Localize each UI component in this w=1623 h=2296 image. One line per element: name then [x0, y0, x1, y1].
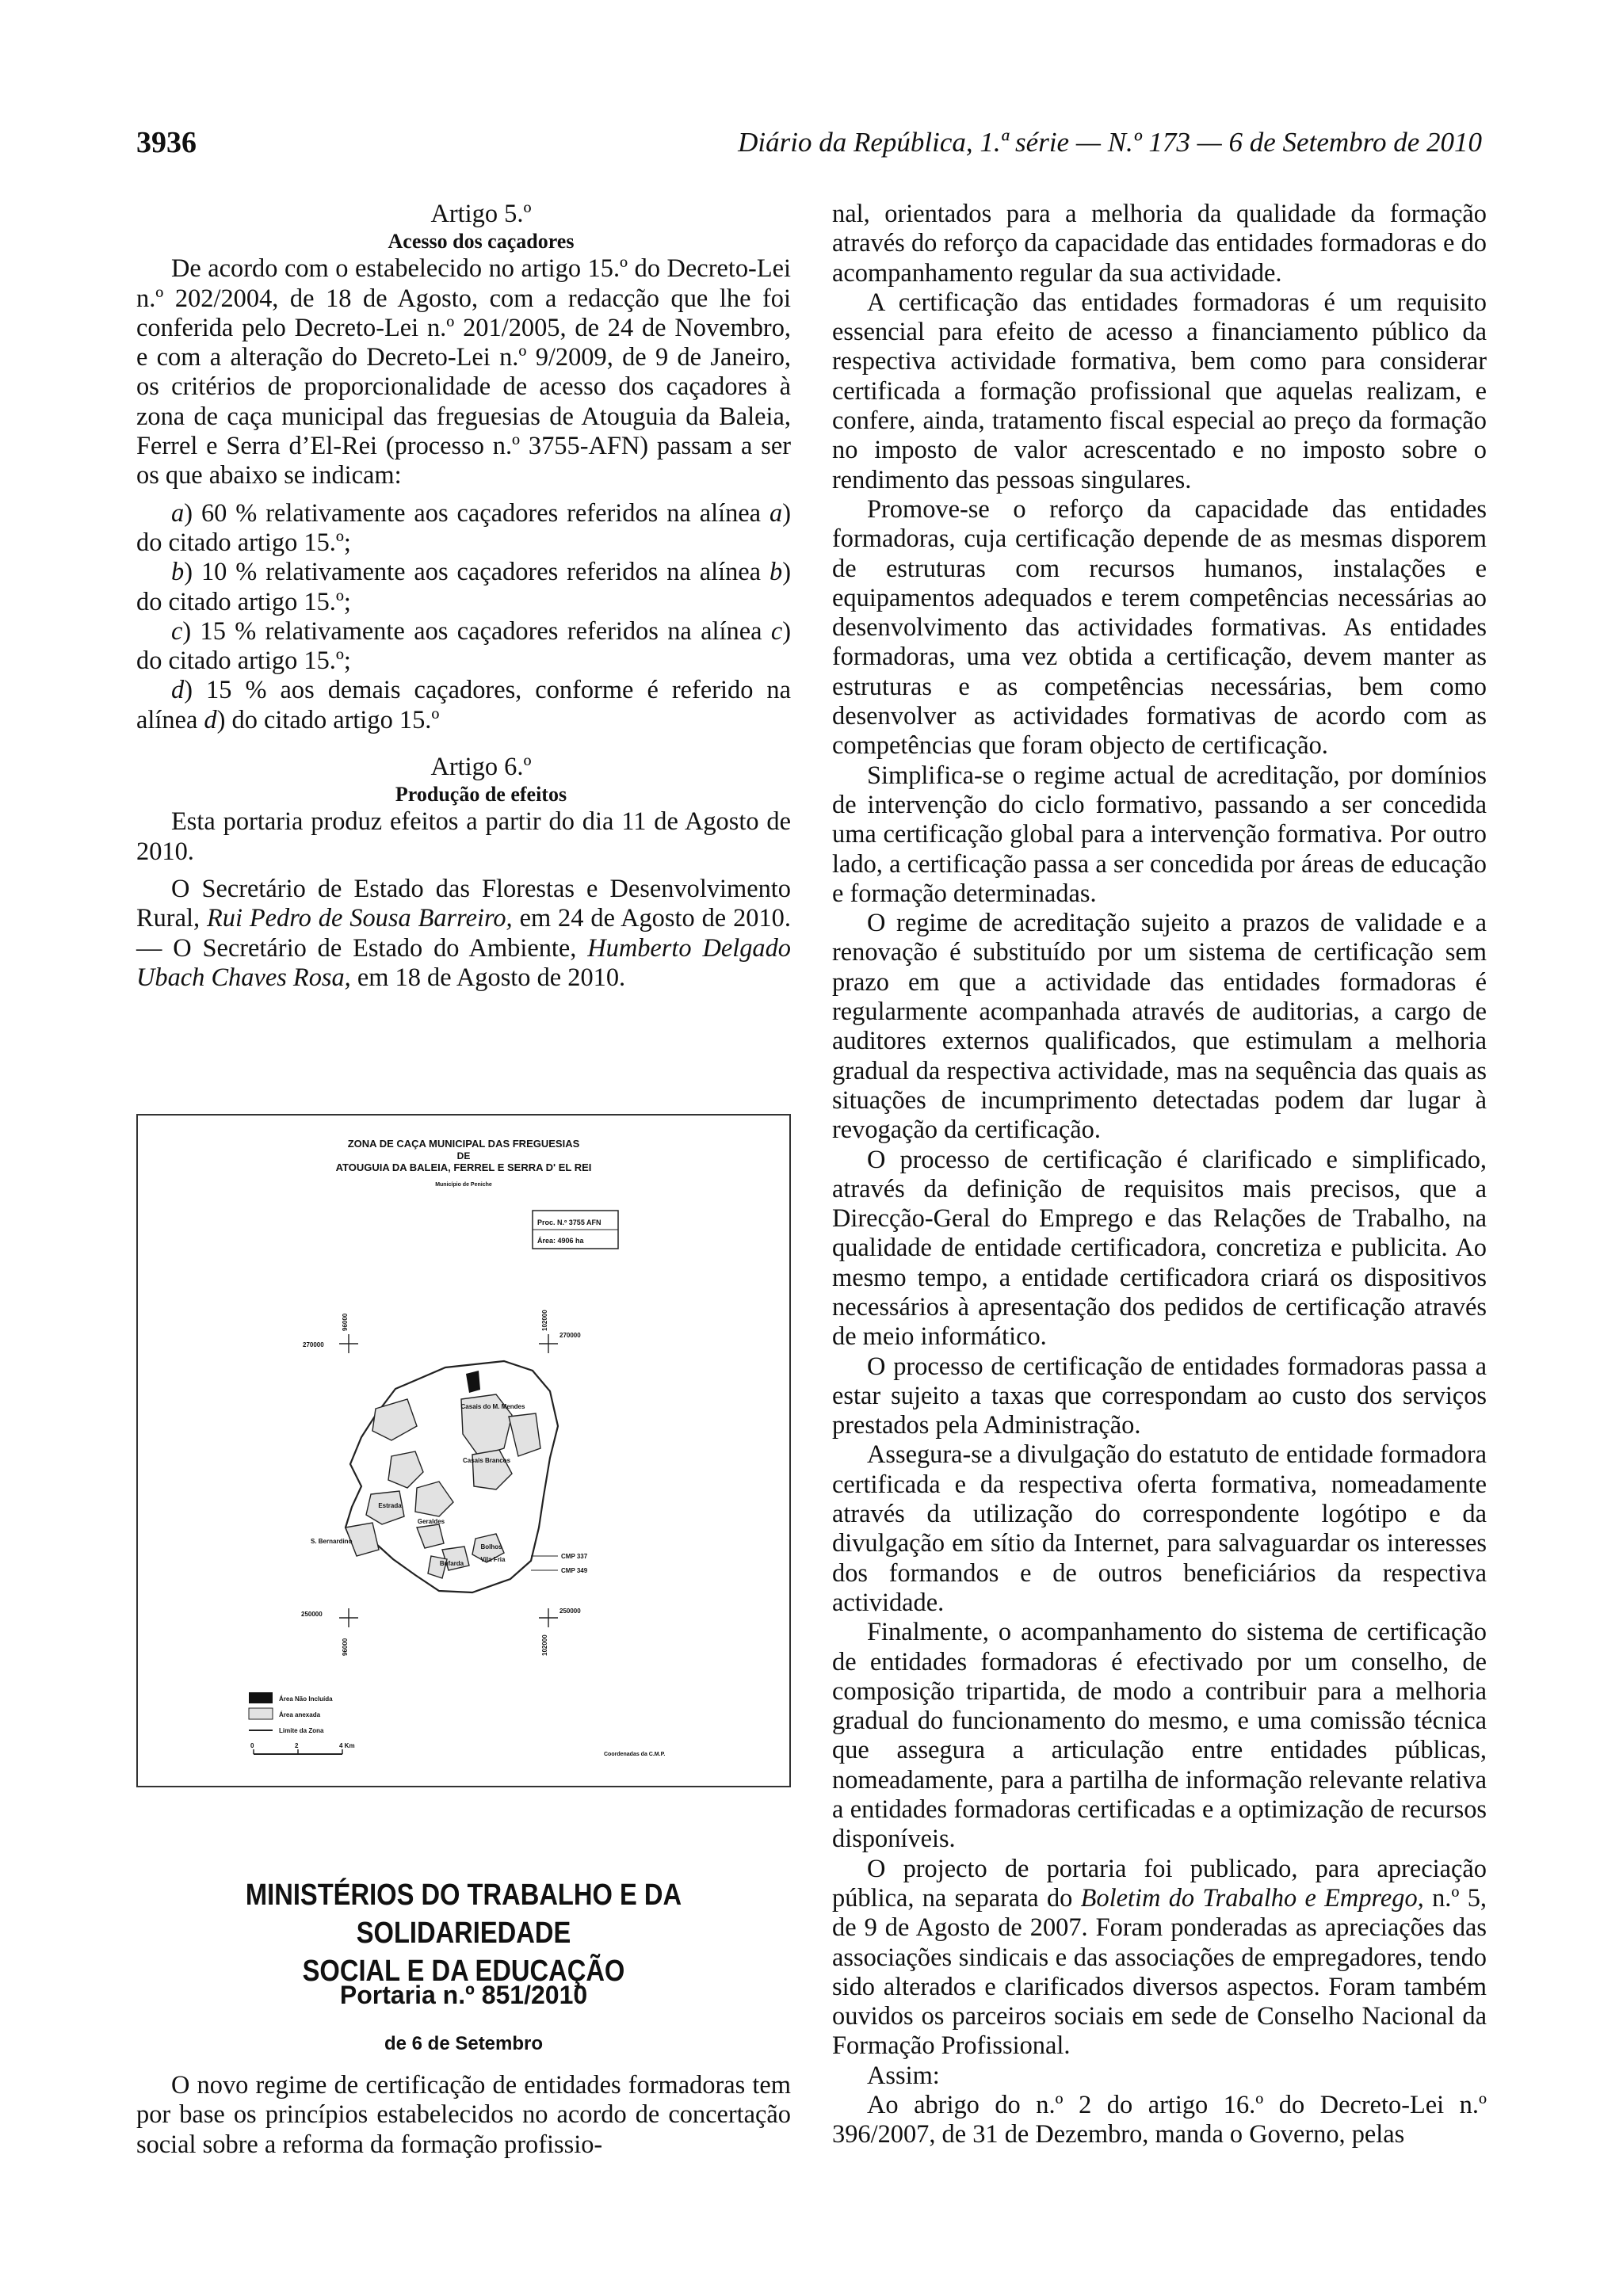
article-5-title: Artigo 5.º: [430, 200, 532, 228]
list-item: c) 15 % relativamente aos caçadores referidos na alínea c) do citado artigo 15.º;: [136, 616, 791, 676]
body-paragraph: nal, orientados para a melhoria da qualidade da formação através do reforço da capacidade das entidades formadoras e do acompanhamento regular da sua actividade.: [832, 200, 1487, 288]
journal-header: Diário da República, 1.ª série — N.º 173 — 6 de Setembro de 2010: [738, 127, 1482, 158]
place-label: Vila Fria: [480, 1556, 506, 1563]
place-label: Casais do M. Mendes: [460, 1403, 525, 1410]
place-label: S. Bernardino: [311, 1538, 353, 1545]
coordinate-crosses: [339, 1334, 558, 1627]
article-6-paragraph: Esta portaria produz efeitos a partir do dia 11 de Agosto de 2010.: [136, 807, 791, 866]
legend-swatch-annexed: [249, 1708, 273, 1719]
place-label: Estrada: [378, 1502, 402, 1509]
coord-label: 270000: [559, 1332, 581, 1339]
body-paragraph: Assegura-se a divulgação do estatuto de entidade formadora certificada e da respectiva oferta formativa, nomeadamente através da utilização do correspondente logótipo e da divulgação em sítio da Internet, para salvaguardar os interesses dos formandos e de outros beneficiários da respectiva actividade.: [832, 1440, 1487, 1617]
ministry-heading-line: SOCIAL E DA EDUCAÇÃO: [302, 1955, 625, 1988]
excluded-area: [466, 1371, 480, 1393]
article-5-paragraph: De acordo com o estabelecido no artigo 15.º do Decreto-Lei n.º 202/2004, de 18 de Agosto, com a redacção que lhe foi conferida pelo Decreto-Lei n.º 201/2005, de 24 de Novembro, e com a alteração do Decreto-Lei n.º 9/2009, de 9 de Janeiro, os critérios de proporcionalidade de acesso dos caçadores à zona de caça municipal das freguesias de Atouguia da Baleia, Ferrel e Serra d’El-Rei (processo n.º 3755-AFN) passam a ser os que abaixo se indicam:: [136, 254, 791, 490]
scale-label: 2: [295, 1742, 299, 1749]
portaria-date: de 6 de Setembro: [384, 2033, 544, 2054]
coord-label: 250000: [559, 1608, 581, 1615]
coord-label-vertical: 96000: [342, 1313, 349, 1331]
legend-label: Área Não Incluída: [279, 1695, 333, 1703]
coord-label-vertical: 96000: [342, 1638, 349, 1656]
body-paragraph: O processo de certificação é clarificado e simplificado, através da definição de requisitos mais precisos, que a Direcção-Geral do Emprego e das Relações de Trabalho, na qualidade de entidade certificadora, concretiza e publicita. Ao mesmo tempo, a entidade certificadora criará os dispositivos necessários à apresentação dos pedidos de certificação através de meio informático.: [832, 1145, 1487, 1352]
coord-label-vertical: 102000: [541, 1310, 548, 1331]
legend-label: Limite da Zona: [279, 1727, 324, 1734]
article-6-subtitle: Produção de efeitos: [395, 783, 567, 807]
signature-paragraph: O Secretário de Estado das Florestas e Desenvolvimento Rural, Rui Pedro de Sousa Barreiro, em 24 de Agosto de 2010. — O Secretário de Estado do Ambiente, Humberto Delgado Ubach Chaves Rosa, em 18 de Agosto de 2010.: [136, 874, 791, 992]
place-label: Bolhos: [480, 1543, 502, 1550]
body-paragraph: O processo de certificação de entidades formadoras passa a estar sujeito a taxas que correspondam ao custo dos serviços prestados pela Administração.: [832, 1352, 1487, 1440]
cmp-label: CMP 337: [561, 1553, 588, 1560]
body-paragraph: O regime de acreditação sujeito a prazos de validade e a renovação é substituído por um sistema de certificação sem prazo em que a actividade das entidades formadoras é regularmente acompanhada através de auditorias, a cargo de auditores externos qualificados, que estimulam a melhoria gradual da respectiva actividade, mas na sequência das quais as situações de incumprimento detectadas podem dar lugar à revogação da certificação.: [832, 909, 1487, 1145]
map-title-line: ZONA DE CAÇA MUNICIPAL DAS FREGUESIAS: [347, 1138, 580, 1150]
map-municipality: Município de Peniche: [435, 1182, 492, 1188]
process-area: Área: 4906 ha: [537, 1237, 584, 1245]
right-column: [832, 200, 1487, 2150]
map-title-line: ATOUGUIA DA BALEIA, FERREL E SERRA D' EL REI: [335, 1161, 592, 1173]
body-paragraph: Ao abrigo do n.º 2 do artigo 16.º do Decreto-Lei n.º 396/2007, de 31 de Dezembro, manda o Governo, pelas: [832, 2091, 1487, 2149]
signatory-name: Rui Pedro de Sousa Barreiro,: [206, 904, 513, 933]
coord-label-vertical: 102000: [541, 1634, 548, 1656]
item-letter: b: [171, 558, 185, 587]
article-5-subtitle: Acesso dos caçadores: [388, 230, 575, 254]
body-paragraph: Finalmente, o acompanhamento do sistema de certificação de entidades formadoras é efectivado por um conselho, de composição tripartida, de modo a contribuir para a melhoria gradual do funcionamento do mesmo, e uma comissão técnica que assegura a articulação entre entidades públicas, nomeadamente, para a partilha de informação relevante relativa a entidades formadoras certificadas e a optimização de recursos disponíveis.: [832, 1618, 1487, 1854]
body-paragraph: Simplifica-se o regime actual de acreditação, por domínios de intervenção do ciclo formativo, passando a ser concedida uma certificação global para a intervenção formativa. Por outro lado, a certificação passa a ser concedida por áreas de educação e formação determinadas.: [832, 761, 1487, 908]
item-letter: a: [171, 498, 185, 528]
portaria-intro: [136, 2071, 791, 2160]
signatory-name: Humberto Delgado Ubach Chaves Rosa,: [136, 933, 791, 992]
body-paragraph: Assim:: [867, 2061, 940, 2090]
place-label: Casais Brancos: [462, 1457, 511, 1464]
list-item: a) 60 % relativamente aos caçadores referidos na alínea a) do citado artigo 15.º;: [136, 498, 791, 557]
list-item: d) 15 % aos demais caçadores, conforme é referido na alínea d) do citado artigo 15.º: [136, 676, 791, 734]
body-paragraph: A certificação das entidades formadoras é um requisito essencial para efeito de acesso a financiamento público da respectiva actividade formativa, bem como para considerar certificada a formação profissional que aquelas realizam, e confere, ainda, tratamento fiscal especial ao preço da formação no imposto de valor acrescentado e no imposto sobre o rendimento das pessoas singulares.: [832, 288, 1487, 494]
body-paragraph: Promove-se o reforço da capacidade das entidades formadoras, cuja certificação depende de as mesmas disporem de estruturas com recursos humanos, instalações e equipamentos adequados e terem competências necessárias ao desenvolvimento das actividades formativas. As entidades formadoras, uma vez obtida a certificação, devem manter as estruturas e as competências necessárias, bem como desenvolver as actividades formativas de acordo com as competências que foram objecto de certificação.: [832, 494, 1487, 761]
cmp-label: CMP 349: [561, 1567, 588, 1574]
annexed-areas: [346, 1394, 540, 1578]
hunting-zone-map: [136, 1114, 791, 1787]
scale-label: 0: [250, 1742, 254, 1749]
item-letter: c: [171, 616, 183, 646]
left-column: [136, 200, 791, 993]
publication-name: Boletim do Trabalho e Emprego,: [1080, 1883, 1424, 1913]
list-item: b) 10 % relativamente aos caçadores referidos na alínea b) do citado artigo 15.º;: [136, 558, 791, 616]
map-source: Coordenadas da C.M.P.: [604, 1752, 666, 1757]
item-letter: d: [171, 676, 185, 705]
page-number: 3936: [136, 126, 197, 159]
coord-label: 270000: [303, 1341, 324, 1348]
portaria-title: Portaria n.º 851/2010: [339, 1981, 588, 2009]
body-paragraph: O projecto de portaria foi publicado, para apreciação pública, na separata do Boletim do Trabalho e Emprego, n.º 5, de 9 de Agosto de 2007. Foram ponderadas as apreciações das associações sindicais e das associações de empregadores, tendo sido alterados e clarificados diversos aspectos. Foram também ouvidos os parceiros sociais em sede de Conselho Nacional da Formação Profissional.: [832, 1854, 1487, 2061]
process-number: Proc. N.º 3755 AFN: [537, 1219, 601, 1226]
scale-label: 4 Km: [339, 1742, 355, 1749]
coord-label: 250000: [301, 1611, 323, 1618]
legend-swatch-excluded: [249, 1692, 273, 1703]
map-svg: [138, 1116, 789, 1786]
intro-paragraph: O novo regime de certificação de entidades formadoras tem por base os princípios estabelecidos no acordo de concertação social sobre a reforma da formação profissio-: [136, 2071, 791, 2159]
map-title-line: DE: [456, 1150, 471, 1161]
place-label: Geraldes: [417, 1518, 445, 1525]
ministry-heading: [182, 1876, 745, 1990]
article-6-title: Artigo 6.º: [430, 753, 532, 782]
legend-label: Área anexada: [279, 1711, 321, 1718]
place-label: Bufarda: [439, 1560, 464, 1567]
ministry-heading-line: MINISTÉRIOS DO TRABALHO E DA SOLIDARIEDADE: [245, 1878, 682, 1950]
